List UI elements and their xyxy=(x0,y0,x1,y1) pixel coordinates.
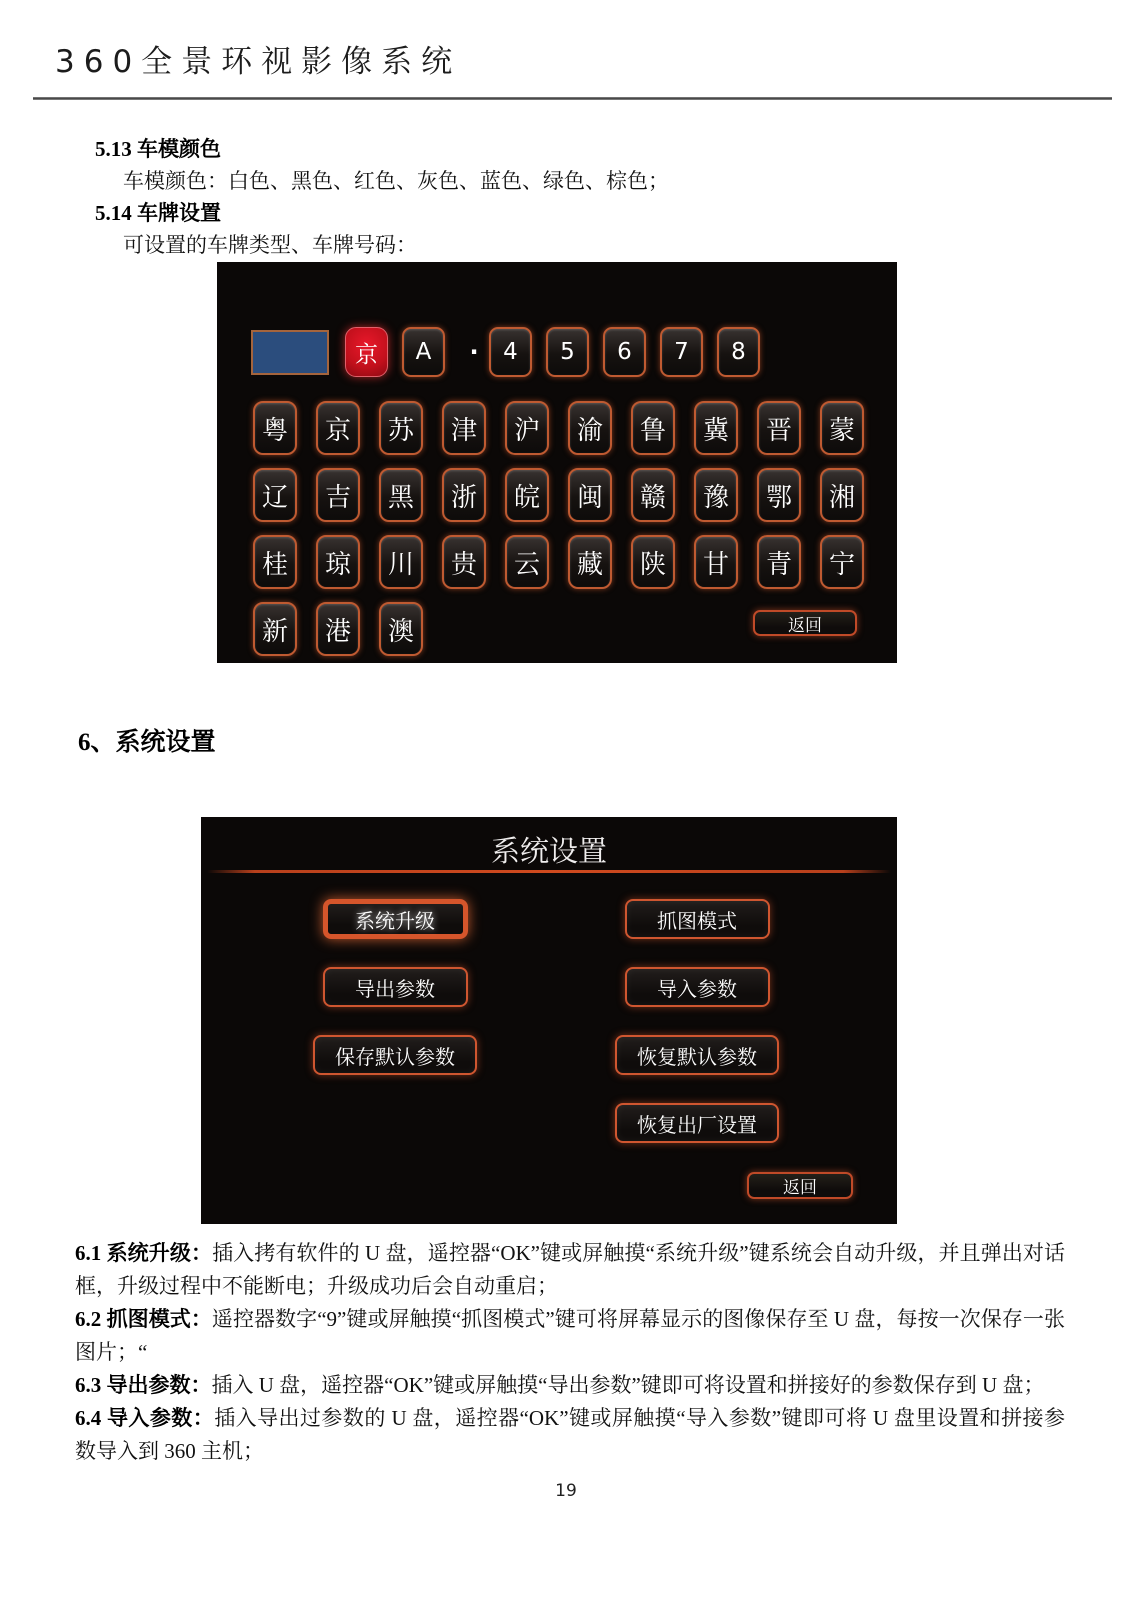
plate-key-province-selected[interactable]: 京 xyxy=(345,327,388,377)
note-paragraph xyxy=(75,1303,1065,1369)
province-key[interactable]: 渝 xyxy=(568,401,612,455)
settings-button[interactable]: 导入参数 xyxy=(625,967,770,1007)
province-key[interactable]: 港 xyxy=(316,602,360,656)
province-key[interactable]: 浙 xyxy=(442,468,486,522)
settings-button[interactable]: 导出参数 xyxy=(323,967,468,1007)
province-key[interactable]: 黑 xyxy=(379,468,423,522)
province-key[interactable]: 陕 xyxy=(631,535,675,589)
settings-button[interactable]: 抓图模式 xyxy=(625,899,770,939)
province-key[interactable]: 闽 xyxy=(568,468,612,522)
page-number: 19 xyxy=(555,1481,577,1501)
province-key[interactable]: 津 xyxy=(442,401,486,455)
section-5-13-heading: 5.13 车模颜色 xyxy=(95,137,221,161)
province-key[interactable]: 贵 xyxy=(442,535,486,589)
section-5-14-heading: 5.14 车牌设置 xyxy=(95,201,221,225)
province-key[interactable]: 沪 xyxy=(505,401,549,455)
province-key[interactable]: 琼 xyxy=(316,535,360,589)
plate-separator-dot: · xyxy=(469,338,479,366)
province-key[interactable]: 川 xyxy=(379,535,423,589)
plate-preview-box xyxy=(251,330,329,375)
province-key[interactable]: 桂 xyxy=(253,535,297,589)
note-paragraph xyxy=(75,1237,1065,1303)
header-divider xyxy=(33,97,1112,100)
settings-button[interactable]: 恢复出厂设置 xyxy=(615,1103,779,1143)
province-key[interactable]: 苏 xyxy=(379,401,423,455)
section-6-heading: 6、系统设置 xyxy=(78,729,216,756)
note-text: 遥控器数字“9”键或屏触摸“抓图模式”键可将屏幕显示的图像保存至 U 盘，每按一次保存一张图片；“ xyxy=(75,1307,1065,1364)
province-key[interactable]: 蒙 xyxy=(820,401,864,455)
plate-key-letter[interactable]: A xyxy=(402,327,445,377)
note-label: 6.3 导出参数： xyxy=(75,1373,212,1397)
note-paragraph xyxy=(75,1369,1065,1402)
province-key[interactable]: 藏 xyxy=(568,535,612,589)
plate-digit-keys xyxy=(489,327,774,377)
plate-key-digit[interactable]: 5 xyxy=(546,327,589,377)
settings-button[interactable]: 恢复默认参数 xyxy=(615,1035,779,1075)
system-settings-screen xyxy=(201,817,897,1224)
plate-input-row xyxy=(251,327,774,377)
settings-button[interactable]: 保存默认参数 xyxy=(313,1035,477,1075)
province-key[interactable]: 宁 xyxy=(820,535,864,589)
section-5-14-body: 可设置的车牌类型、车牌号码： xyxy=(123,233,417,257)
back-button[interactable]: 返回 xyxy=(747,1172,853,1199)
settings-right-column xyxy=(602,899,792,1143)
province-key[interactable]: 辽 xyxy=(253,468,297,522)
province-key[interactable]: 豫 xyxy=(694,468,738,522)
back-button[interactable]: 返回 xyxy=(753,610,857,636)
province-key[interactable]: 皖 xyxy=(505,468,549,522)
note-paragraph xyxy=(75,1402,1065,1468)
province-key[interactable]: 鄂 xyxy=(757,468,801,522)
province-key[interactable]: 青 xyxy=(757,535,801,589)
plate-key-digit[interactable]: 8 xyxy=(717,327,760,377)
province-key[interactable]: 晋 xyxy=(757,401,801,455)
plate-settings-screen xyxy=(217,262,897,663)
note-label: 6.1 系统升级： xyxy=(75,1241,213,1265)
province-row-1 xyxy=(253,401,864,455)
note-label: 6.2 抓图模式： xyxy=(75,1307,212,1331)
province-row-2 xyxy=(253,468,864,522)
section-5-13-body: 车模颜色：白色、黑色、红色、灰色、蓝色、绿色、棕色； xyxy=(123,169,669,193)
province-key[interactable]: 冀 xyxy=(694,401,738,455)
plate-key-digit[interactable]: 4 xyxy=(489,327,532,377)
document-title: 360全景环视影像系统 xyxy=(55,44,462,80)
province-key[interactable]: 吉 xyxy=(316,468,360,522)
settings-title-divider xyxy=(207,870,891,873)
notes-block xyxy=(75,1237,1065,1468)
settings-title: 系统设置 xyxy=(490,834,607,868)
note-label: 6.4 导入参数： xyxy=(75,1406,215,1430)
settings-button[interactable]: 系统升级 xyxy=(323,899,468,939)
plate-key-digit[interactable]: 6 xyxy=(603,327,646,377)
plate-key-digit[interactable]: 7 xyxy=(660,327,703,377)
province-row-3 xyxy=(253,535,864,589)
note-text: 插入导出过参数的 U 盘，遥控器“OK”键或屏触摸“导入参数”键即可将 U 盘里设置和拼接参数导入到 360 主机； xyxy=(75,1406,1065,1463)
note-text: 插入拷有软件的 U 盘，遥控器“OK”键或屏触摸“系统升级”键系统会自动升级，并且弹出对话框，升级过程中不能断电；升级成功后会自动重启； xyxy=(75,1241,1066,1298)
province-key[interactable]: 鲁 xyxy=(631,401,675,455)
province-key[interactable]: 云 xyxy=(505,535,549,589)
province-key[interactable]: 粤 xyxy=(253,401,297,455)
note-text: 插入 U 盘，遥控器“OK”键或屏触摸“导出参数”键即可将设置和拼接好的参数保存到 U 盘； xyxy=(211,1373,1045,1397)
province-key[interactable]: 甘 xyxy=(694,535,738,589)
province-key[interactable]: 新 xyxy=(253,602,297,656)
section-5 xyxy=(0,133,1100,261)
province-key[interactable]: 湘 xyxy=(820,468,864,522)
settings-left-column xyxy=(300,899,490,1075)
province-key[interactable]: 赣 xyxy=(631,468,675,522)
province-key[interactable]: 澳 xyxy=(379,602,423,656)
province-key[interactable]: 京 xyxy=(316,401,360,455)
